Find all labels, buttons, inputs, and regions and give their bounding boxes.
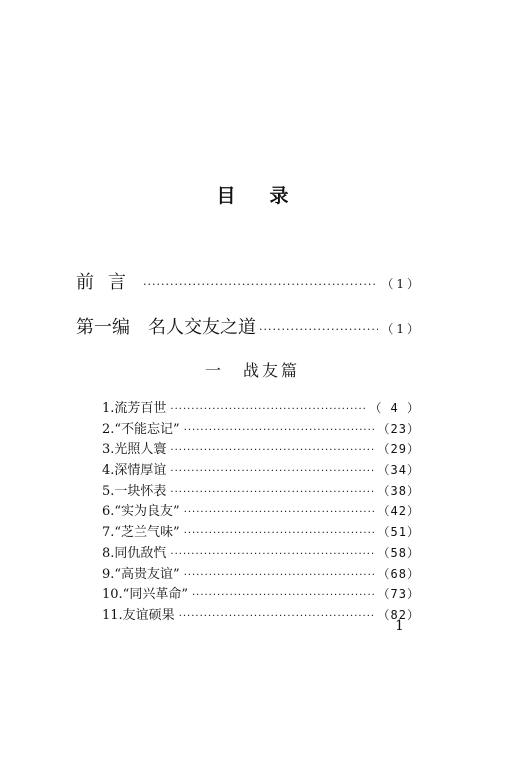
toc-entry-label: 11.友谊硕果 xyxy=(102,607,175,623)
toc-entry-page: （34） xyxy=(377,463,420,478)
dot-leader xyxy=(184,425,374,436)
toc-entry-page: （1） xyxy=(381,322,422,336)
toc-entry[interactable] xyxy=(102,542,420,563)
toc-entry-label: 第一编 名人交友之道 xyxy=(76,317,256,338)
toc-entry[interactable] xyxy=(102,521,420,542)
toc-entry-label: 10.“同兴革命” xyxy=(102,587,188,603)
toc-entry-list xyxy=(102,397,420,625)
dot-leader xyxy=(259,323,378,336)
dot-leader xyxy=(184,570,374,581)
toc-entry-page: （68） xyxy=(377,566,420,581)
toc-entry-label: 7.“芝兰气味” xyxy=(102,525,180,541)
toc-entry-label: 1.流芳百世 xyxy=(102,401,167,416)
toc-entry[interactable] xyxy=(102,563,420,584)
toc-entry-page: （1） xyxy=(381,277,422,291)
toc-entry-page: （23） xyxy=(377,421,420,436)
dot-leader xyxy=(170,404,365,415)
toc-entry-part-one[interactable] xyxy=(76,313,422,339)
toc-entry-label: 8.同仇敌忾 xyxy=(102,545,167,561)
dot-leader xyxy=(184,507,374,518)
toc-entry-label: 前言 xyxy=(76,272,140,293)
dot-leader xyxy=(170,487,373,498)
dot-leader xyxy=(184,528,374,539)
section-title: 战友篇 xyxy=(243,361,301,380)
toc-entry[interactable] xyxy=(102,583,420,604)
toc-entry[interactable] xyxy=(102,418,420,439)
toc-entry[interactable] xyxy=(102,480,420,501)
page-number: 1 xyxy=(395,618,404,634)
toc-entry[interactable] xyxy=(102,604,420,625)
toc-entry[interactable] xyxy=(102,397,420,418)
dot-leader xyxy=(170,466,373,477)
toc-entry-label: 6.“实为良友” xyxy=(102,504,180,520)
toc-entry[interactable] xyxy=(102,438,420,459)
toc-entry-label: 9.“高贵友谊” xyxy=(102,566,180,582)
dot-leader xyxy=(143,278,378,291)
toc-entry[interactable] xyxy=(102,500,420,521)
toc-entry-page: （42） xyxy=(377,504,420,519)
section-number: 一 xyxy=(204,361,221,380)
toc-entry-label: 2.“不能忘记” xyxy=(102,421,180,437)
page-title: 目录 xyxy=(216,185,323,207)
toc-entry-label: 4.深情厚谊 xyxy=(102,463,167,479)
toc-entry-label: 5.一块怀表 xyxy=(102,483,167,499)
toc-entry-page: （58） xyxy=(377,545,420,560)
dot-leader xyxy=(179,611,374,622)
toc-entry-page: （82） xyxy=(377,607,420,622)
toc-entry-preface[interactable] xyxy=(76,268,422,294)
dot-leader xyxy=(170,549,373,560)
dot-leader xyxy=(170,445,373,456)
toc-entry-page: （51） xyxy=(377,525,420,540)
toc-entry-page: （ 4 ） xyxy=(369,401,420,415)
toc-entry-page: （29） xyxy=(377,442,420,457)
toc-entry-page: （38） xyxy=(377,483,420,498)
dot-leader xyxy=(192,590,374,601)
section-heading xyxy=(0,358,505,381)
toc-entry-label: 3.光照人寰 xyxy=(102,442,167,458)
toc-entry-page: （73） xyxy=(377,587,420,602)
toc-entry[interactable] xyxy=(102,459,420,480)
